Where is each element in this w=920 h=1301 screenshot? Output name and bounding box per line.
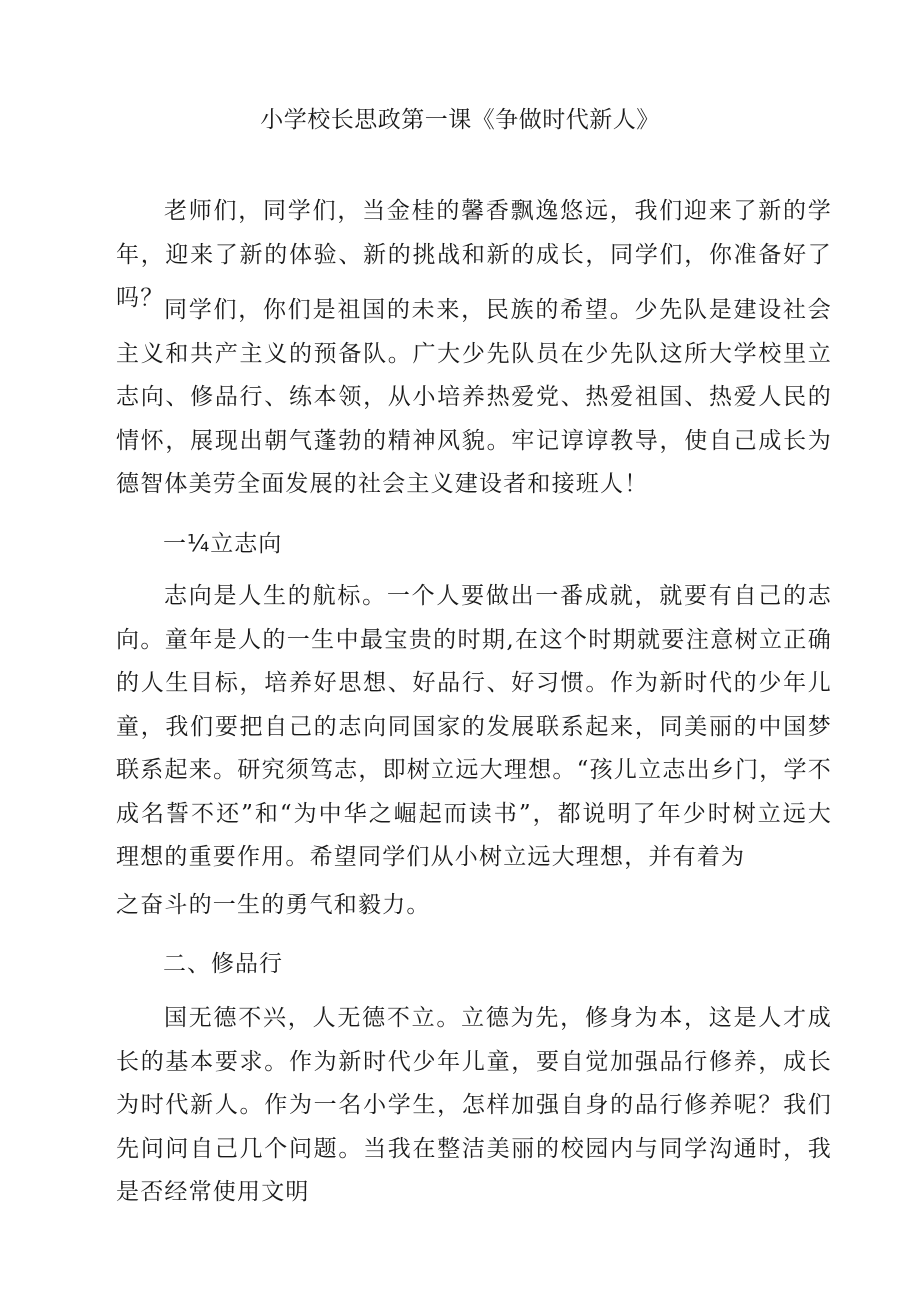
intro-paragraph-2: 同学们，你们是祖国的未来，民族的希望。少先队是建设社会主义和共产主义的预备队。广大少先队员在少先队这所大学校里立志向、修品行、练本领，从小培养热爱党、热爱祖国、热爱人民的情怀，展现出朝气蓬勃的精神风貌。牢记谆谆教导，使自己成长为德智体美劳全面发展的社会主义建设者和接班人！ [116, 297, 832, 497]
section-heading-1: 一¼立志向 [163, 531, 283, 557]
document-title: 小学校长思政第一课《争做时代新人》 [260, 107, 660, 133]
section1-paragraph-2: 之奋斗的一生的勇气和毅力。 [116, 891, 431, 918]
section1-paragraph-1: 志向是人生的航标。一个人要做出一番成就，就要有自己的志向。童年是人的一生中最宝贵的时期,在这个时期就要注意树立正确的人生目标，培养好思想、好品行、好习惯。作为新时代的少年儿童，我们要把自己的志向同国家的发展联系起来，同美丽的中国梦联系起来。研究须笃志，即树立远大理想。“孩儿立志出乡门，学不成名誓不还”和“为中华之崛起而读书”，都说明了年少时树立远大理想的重要作用。希望同学们从小树立远大理想，并有着为 [116, 583, 832, 870]
intro-section-2 [116, 289, 832, 507]
section2-paragraph-1: 国无德不兴，人无德不立。立德为先，修身为本，这是人才成长的基本要求。作为新时代少年儿童，要自觉加强品行修养，成长为时代新人。作为一名小学生，怎样加强自身的品行修养呢？我们先问问自己几个问题。当我在整洁美丽的校园内与同学沟通时，我是否经常使用文明 [116, 1005, 832, 1205]
section1-body [116, 575, 832, 927]
intro-paragraph-1: 老师们，同学们，当金桂的馨香飘逸悠远，我们迎来了新的学年，迎来了新的体验、新的挑战和新的成长，同学们，你准备好了吗？ [116, 198, 832, 311]
section2-body [116, 997, 832, 1215]
section-heading-2: 二、修品行 [163, 951, 283, 977]
